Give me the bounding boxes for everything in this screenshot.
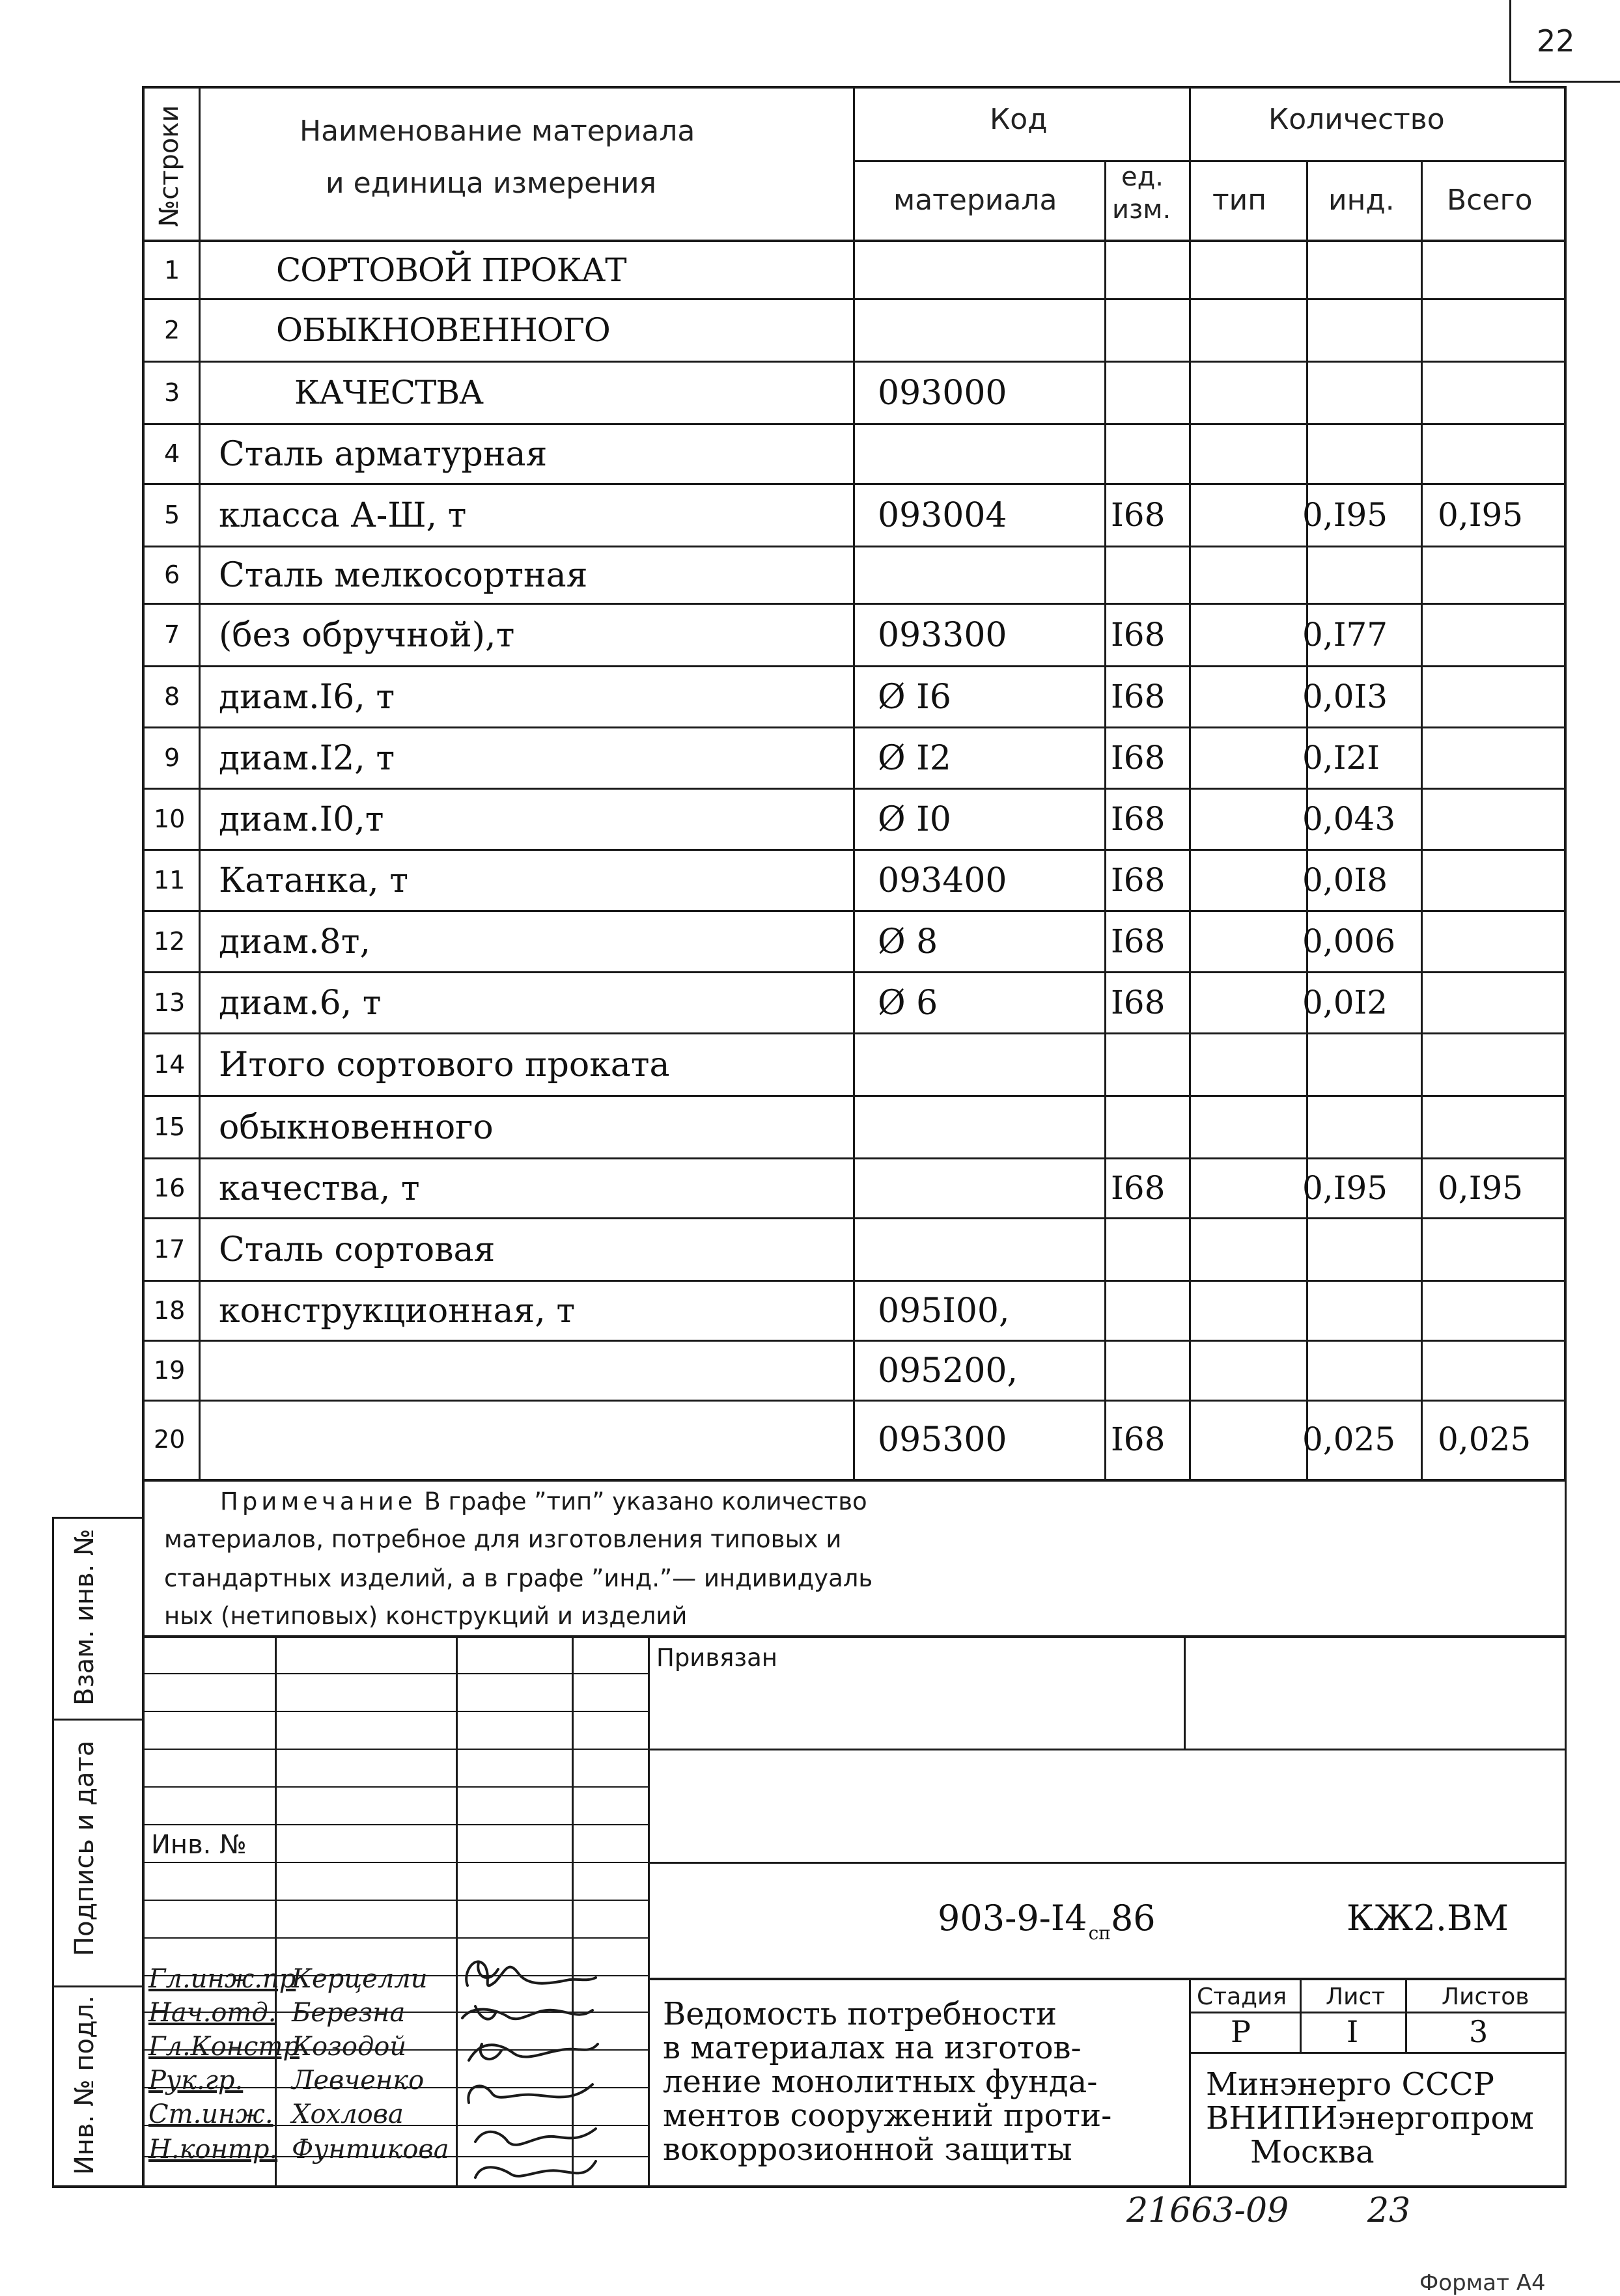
row-name: обыкновенного: [219, 1108, 494, 1147]
tb-grid-hline: [142, 1673, 650, 1674]
tb-grid-hline: [142, 1862, 650, 1863]
row-name: (без обручной),т: [219, 616, 515, 655]
tb-docnum-top: [648, 1862, 1566, 1864]
staff-role: Гл.Констр: [148, 2032, 300, 2062]
side-label-inv-podl: Инв. № подл.: [70, 1995, 100, 2175]
row-number: 4: [164, 439, 180, 468]
org-line2: ВНИПИэнергопром: [1206, 2100, 1534, 2137]
tb-privyazan-bottom: [648, 1749, 1566, 1750]
table-row: [0, 362, 1620, 424]
row-code: 093300: [878, 616, 1007, 655]
row-number: 10: [154, 805, 186, 833]
header-type: тип: [1212, 184, 1266, 217]
doc-number-year: 86: [1110, 1898, 1156, 1939]
side-label-podpis: Подпись и дата: [70, 1740, 100, 1956]
row-number: 20: [154, 1425, 186, 1454]
row-unit: I68: [1111, 800, 1166, 838]
archive-page: 23: [1367, 2191, 1411, 2230]
row-unit: I68: [1111, 861, 1166, 899]
tb-right: [1565, 1479, 1567, 2187]
header-ind: инд.: [1328, 184, 1395, 217]
row-number: 17: [154, 1235, 186, 1264]
table-row: [0, 547, 1620, 604]
doc-title-line: ление монолитных фунда-: [663, 2064, 1098, 2100]
row-unit: I68: [1111, 496, 1166, 534]
sheet-value: I: [1347, 2014, 1359, 2049]
tb-top: [142, 1635, 1567, 1638]
doc-title-line: в материалах на изготов-: [663, 2030, 1082, 2066]
staff-name: Березна: [292, 1998, 406, 2028]
table-row: [0, 1034, 1620, 1096]
doc-title-line: вокоррозионной защиты: [663, 2131, 1072, 2168]
note-line1: [220, 1489, 867, 1514]
header-total: Всего: [1447, 184, 1533, 217]
sheet-label: Лист: [1326, 1984, 1386, 2010]
row-number: 16: [154, 1174, 186, 1202]
org-line3: Москва: [1250, 2134, 1375, 2170]
row-name: Катанка, т: [219, 861, 409, 900]
tb-grid-hline: [142, 1824, 650, 1825]
org-line1: Минэнерго СССР: [1206, 2066, 1494, 2103]
row-ind: 0,0I2: [1302, 984, 1388, 1021]
row-ind: 0,025: [1302, 1420, 1396, 1458]
row-name: класса А-Ш, т: [219, 496, 467, 535]
tb-left-inner: [142, 1479, 145, 2187]
row-unit: I68: [1111, 1169, 1166, 1207]
staff-role: Ст.инж.: [148, 2099, 273, 2129]
tb-grid-hline: [142, 1900, 650, 1901]
tb-left-outer: [52, 1517, 54, 2187]
staff-name: Фунтикова: [292, 2135, 449, 2165]
header-unit-1: ед.: [1121, 162, 1164, 192]
row-name: Сталь мелкосортная: [219, 556, 588, 595]
tb-grid-hline: [142, 1786, 650, 1788]
table-row: [0, 789, 1620, 850]
tb-grid-v4: [648, 1635, 650, 2187]
row-name: КАЧЕСТВА: [294, 374, 483, 411]
stage-value: Р: [1231, 2014, 1251, 2049]
staff-name: Керцелли: [292, 1964, 428, 1994]
row-name: диам.6, т: [219, 984, 382, 1023]
tb-stage-h2: [1189, 2052, 1567, 2054]
row-name: диам.I6, т: [219, 678, 395, 717]
row-name: Итого сортового проката: [219, 1045, 670, 1085]
note-line1-rest: В графе ”тип” указано количество: [424, 1487, 867, 1515]
row-name: диам.I0,т: [219, 800, 384, 839]
table-row: [0, 484, 1620, 547]
tb-stage-v1: [1300, 1978, 1302, 2053]
row-name: ОБЫКНОВЕННОГО: [276, 311, 610, 349]
staff-role: Гл.инж.пр: [148, 1964, 296, 1994]
row-number: 14: [154, 1050, 186, 1079]
row-name: диам.8т,: [219, 922, 371, 961]
row-ind: 0,006: [1302, 922, 1396, 960]
table-row: [0, 1281, 1620, 1341]
row-name: диам.I2, т: [219, 739, 395, 778]
doc-number-sub: сп: [1088, 1922, 1111, 1944]
tb-bottom: [52, 2185, 1567, 2188]
row-code: Ø 6: [878, 984, 938, 1023]
row-code: Ø I0: [878, 800, 951, 839]
note-line2: материалов, потребное для изготовления типовых и: [164, 1525, 842, 1553]
note-line4: ных (нетиповых) конструкций и изделий: [164, 1602, 688, 1630]
table-row: [0, 1096, 1620, 1159]
row-total: 0,I95: [1438, 1169, 1524, 1207]
row-unit: I68: [1111, 922, 1166, 960]
signature-scribbles: [462, 1961, 598, 2178]
table-row: [0, 728, 1620, 789]
staff-role: Нач.отд.: [148, 1998, 277, 2028]
note-line3: стандартных изделий, а в графе ”инд.”— индивидуаль: [164, 1564, 873, 1592]
privyazan-label: Привязан: [656, 1644, 777, 1672]
table-row: [0, 242, 1620, 299]
header-quantity: Количество: [1268, 103, 1445, 136]
tb-privyazan-divider: [1184, 1635, 1186, 1750]
format-label: Формат А4: [1419, 2270, 1546, 2296]
tb-title-top: [648, 1978, 1566, 1980]
row-ind: 0,043: [1302, 800, 1396, 838]
row-number: 2: [164, 316, 180, 344]
inv-no-label: Инв. №: [151, 1830, 247, 1860]
row-number: 8: [164, 682, 180, 711]
table-row: [0, 667, 1620, 728]
tb-grid-hline: [142, 1711, 650, 1712]
table-row: [0, 1219, 1620, 1281]
sheets-value: 3: [1469, 2014, 1488, 2049]
row-ind: 0,0I8: [1302, 861, 1388, 899]
doc-title-line: ментов сооружений проти-: [663, 2097, 1112, 2134]
staff-name: Левченко: [292, 2066, 425, 2095]
header-code: Код: [990, 103, 1048, 136]
row-number: 11: [154, 866, 186, 894]
header-name-line2: и единица измерения: [326, 167, 657, 200]
sheets-label: Листов: [1442, 1984, 1529, 2010]
row-number: 19: [154, 1356, 186, 1385]
row-number: 5: [164, 501, 180, 529]
table-row: [0, 850, 1620, 911]
row-number: 1: [164, 256, 180, 284]
row-total: 0,025: [1438, 1420, 1531, 1458]
row-code: 093400: [878, 861, 1007, 900]
staff-role: Рук.гр.: [148, 2066, 244, 2095]
doc-title-line: Ведомость потребности: [663, 1996, 1057, 2032]
row-code: Ø 8: [878, 922, 938, 961]
row-name: конструкционная, т: [219, 1292, 576, 1331]
side-sep-2: [52, 1719, 143, 1721]
row-name: качества, т: [219, 1169, 420, 1208]
note-lead: Примечание: [220, 1487, 417, 1515]
header-unit-2: изм.: [1112, 195, 1171, 225]
row-name: СОРТОВОЙ ПРОКАТ: [276, 251, 626, 289]
row-total: 0,I95: [1438, 496, 1524, 534]
header-name-line1: Наименование материала: [300, 115, 695, 148]
row-unit: I68: [1111, 984, 1166, 1021]
table-row: [0, 1341, 1620, 1401]
row-code: 095300: [878, 1420, 1007, 1459]
row-ind: 0,I95: [1302, 496, 1388, 534]
header-material: материала: [893, 184, 1057, 217]
row-unit: I68: [1111, 616, 1166, 654]
table-row: [0, 1159, 1620, 1219]
tb-title-divider: [1189, 1978, 1191, 2187]
row-number: 12: [154, 927, 186, 956]
table-row: [0, 1401, 1620, 1479]
table-row: [0, 424, 1620, 484]
staff-name: Козодой: [292, 2032, 407, 2062]
tb-grid-hline: [142, 1749, 650, 1750]
row-number: 6: [164, 560, 180, 589]
staff-name: Хохлова: [292, 2099, 404, 2129]
row-code: Ø I2: [878, 739, 951, 778]
row-ind: 0,I2I: [1302, 739, 1380, 777]
stage-label: Стадия: [1197, 1984, 1287, 2010]
row-unit: I68: [1111, 1420, 1166, 1458]
row-number: 3: [164, 378, 180, 407]
header-mid-line: [853, 160, 1567, 162]
table-row: [0, 973, 1620, 1034]
row-ind: 0,I95: [1302, 1169, 1388, 1207]
row-number: 13: [154, 988, 186, 1017]
side-sep-1: [52, 1517, 143, 1519]
tb-grid-hline: [142, 1937, 650, 1939]
row-number: 9: [164, 743, 180, 772]
row-code: 093004: [878, 496, 1007, 535]
table-row: [0, 604, 1620, 667]
row-number: 18: [154, 1296, 186, 1325]
staff-role: Н.контр.: [148, 2135, 278, 2165]
row-name: Сталь арматурная: [219, 435, 548, 474]
row-number: 7: [164, 620, 180, 649]
row-ind: 0,I77: [1302, 616, 1388, 654]
doc-number: [938, 1898, 1156, 1944]
row-ind: 0,0I3: [1302, 678, 1388, 715]
tb-stage-v2: [1405, 1978, 1407, 2053]
doc-code: КЖ2.ВМ: [1347, 1898, 1509, 1939]
tb-stage-h1: [1189, 2012, 1567, 2013]
row-code: 095I00,: [878, 1292, 1010, 1331]
row-unit: I68: [1111, 739, 1166, 777]
row-number: 15: [154, 1113, 186, 1141]
row-unit: I68: [1111, 678, 1166, 715]
page-number-frame-bottom: [1509, 81, 1620, 83]
row-code: Ø I6: [878, 678, 951, 717]
row-name: Сталь сортовая: [219, 1230, 496, 1269]
row-code: 095200,: [878, 1351, 1018, 1390]
tb-grid-v1: [275, 1635, 277, 2187]
side-label-vzam: Взам. инв. №: [70, 1528, 100, 1706]
signatures: [456, 1946, 606, 2187]
doc-number-main: 903-9-I4: [938, 1898, 1087, 1939]
table-row: [0, 299, 1620, 362]
archive-number: 21663-09: [1126, 2191, 1289, 2230]
row-code: 093000: [878, 374, 1007, 413]
table-row: [0, 911, 1620, 973]
header-row-no: №строки: [154, 105, 184, 227]
page-number: 22: [1537, 23, 1575, 59]
page-number-frame-left: [1509, 0, 1511, 81]
